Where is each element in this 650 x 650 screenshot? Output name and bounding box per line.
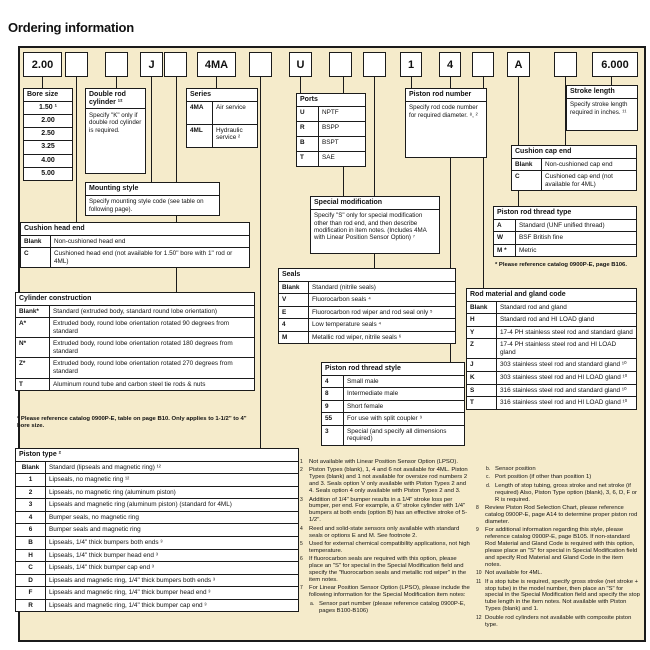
cell-code: 9 bbox=[322, 401, 344, 413]
table-row bbox=[16, 486, 298, 499]
table-title: Piston rod thread type bbox=[494, 207, 636, 220]
table-row bbox=[16, 599, 298, 612]
table-row bbox=[279, 331, 455, 344]
table-row bbox=[16, 498, 298, 511]
table-row bbox=[322, 376, 464, 388]
table-title: Seals bbox=[279, 269, 455, 282]
code-box-bore: 2.00 bbox=[23, 52, 62, 77]
cell-desc: Intermediate male bbox=[347, 390, 399, 398]
cell-desc: Small male bbox=[347, 377, 379, 385]
connector-line bbox=[216, 77, 217, 88]
table-row bbox=[16, 317, 254, 337]
table-title: Special modification bbox=[311, 197, 439, 210]
cell-code: Blank bbox=[279, 282, 309, 294]
cell-desc: Cushioned head end (not available for 1.50" bore with 1" rod or 4ML) bbox=[54, 250, 233, 265]
mounting-style-table bbox=[85, 182, 220, 216]
cell-code: 3 bbox=[16, 499, 46, 511]
cell-desc: Fluorocarbon rod wiper and rod seal only ⁵ bbox=[312, 308, 433, 316]
connector-line bbox=[611, 77, 612, 85]
cell-desc: Standard rod and HI LOAD gland bbox=[500, 316, 595, 324]
connector-line bbox=[76, 77, 77, 222]
table-body bbox=[494, 220, 636, 257]
cell-code: 55 bbox=[322, 413, 344, 425]
code-box-ports: U bbox=[289, 52, 312, 77]
cell-code: C bbox=[21, 248, 51, 267]
footnote-item: 1 Not available with Linear Position Sensor Option (LPSO). bbox=[300, 459, 458, 465]
cell-code: Y bbox=[467, 327, 497, 339]
cell-desc: 1.50 ¹ bbox=[39, 103, 57, 111]
table-row bbox=[16, 586, 298, 599]
table-text: Specify mounting style code (see table on following page). bbox=[89, 198, 204, 213]
table-row bbox=[16, 306, 254, 318]
cell-code: U bbox=[297, 107, 319, 121]
connector-line bbox=[116, 77, 117, 88]
cell-desc: BSPT bbox=[322, 138, 339, 146]
cell-desc: Non-cushioned head end bbox=[54, 237, 126, 245]
cell-code: 4ML bbox=[187, 125, 213, 147]
table-body bbox=[16, 462, 298, 612]
table-row bbox=[279, 293, 455, 306]
cell-desc: 303 stainless steel rod and standard gland ¹⁰ bbox=[500, 361, 627, 369]
cell-desc: 17-4 PH stainless steel rod and HI LOAD gland bbox=[500, 341, 617, 356]
cell-code: T bbox=[297, 152, 319, 166]
table-body bbox=[16, 306, 254, 390]
cell-desc: Standard (lipseals and magnetic ring) ¹² bbox=[49, 463, 161, 471]
footnote-item: 11 If a stop tube is required, specify gross stroke (net stroke + stop tube) in the model number, then place an "S" for special in the Special Modification field and specify the stop tube length in the item notes. Not available with Piston Types (blank) and 1. bbox=[476, 578, 640, 613]
table-row bbox=[24, 102, 72, 114]
cell-code: Blank bbox=[512, 159, 542, 171]
cell-code: C bbox=[16, 562, 46, 574]
cell-code: B bbox=[16, 537, 46, 549]
code-box-rod-number: 1 bbox=[400, 52, 422, 77]
table-row bbox=[322, 387, 464, 400]
cell-code: 4 bbox=[16, 512, 46, 524]
cell-desc: Extruded body, round lobe orientation rotated 270 degrees from standard bbox=[53, 360, 233, 375]
table-title: Stroke length bbox=[567, 86, 637, 99]
table-title: Double rod cylinder ¹² bbox=[86, 89, 145, 109]
table-title: Rod material and gland code bbox=[467, 289, 636, 302]
cell-desc: Fluorocarbon seals ⁴ bbox=[312, 296, 371, 304]
table-text: Specify rod code number for required diameter. ⁸, ² bbox=[409, 104, 478, 119]
footnote-item: 3 Addition of 1/4" bumper results in a 1/4" stroke loss per bumper, per end. For example, a 6" stroke cylinder with 1/4" bumpers at both ends (option B) has an effective stroke of 5-1/2". bbox=[300, 496, 468, 524]
table-row bbox=[467, 384, 636, 397]
cell-desc: Lipseals and magnetic ring (aluminum piston) (standard for 4ML) bbox=[49, 501, 232, 509]
connector-line bbox=[260, 77, 261, 448]
code-box-thread-style: 4 bbox=[439, 52, 461, 77]
table-row bbox=[467, 326, 636, 339]
cell-code: 4 bbox=[279, 319, 309, 331]
table-row bbox=[297, 107, 365, 121]
cell-desc: 316 stainless steel rod and standard gland ¹⁰ bbox=[500, 386, 627, 394]
cell-desc: Lipseals and magnetic ring, 1/4" thick bumpers both ends ³ bbox=[49, 576, 216, 584]
cell-code: V bbox=[279, 294, 309, 306]
cell-desc: Aluminum round tube and carbon steel tie rods & nuts bbox=[53, 380, 206, 388]
cell-code: R bbox=[16, 600, 46, 612]
cell-code: Blank bbox=[21, 236, 51, 248]
cell-code: T bbox=[467, 397, 497, 409]
table-title: Cylinder construction bbox=[16, 293, 254, 306]
footnote-item: d. Length of stop tubing, gross stroke and net stroke (if required) Also, Piston Type option (blank), 3, 6, D, F or R is required. bbox=[486, 482, 637, 503]
table-body bbox=[21, 236, 249, 268]
cell-desc: Short female bbox=[347, 402, 384, 410]
rod-material-gland-table bbox=[466, 288, 637, 410]
cell-code: S bbox=[467, 385, 497, 397]
table-row bbox=[21, 247, 249, 267]
table-text: Specify "K" only if double rod cylinder is required. bbox=[89, 111, 142, 134]
connector-line bbox=[42, 77, 43, 88]
code-box-seals bbox=[363, 52, 386, 77]
cell-code: 8 bbox=[322, 388, 344, 400]
table-row bbox=[494, 244, 636, 257]
special-modification-table bbox=[310, 196, 440, 254]
cell-desc: 316 stainless steel rod and HI LOAD gland ¹⁰ bbox=[500, 399, 628, 407]
table-row bbox=[24, 140, 72, 153]
cell-code: 6 bbox=[16, 524, 46, 536]
footnote-item: 8 Review Piston Rod Selection Chart, please reference catalog 0900P-E, page A14 to determine proper piston rod diameter. bbox=[476, 505, 638, 525]
table-row bbox=[467, 338, 636, 358]
table-title: Series bbox=[187, 89, 257, 102]
cell-code: H bbox=[16, 550, 46, 562]
cell-desc: Extruded body, round lobe orientation rotated 90 degrees from standard bbox=[53, 320, 230, 335]
cell-desc: Bumper seals and magnetic ring bbox=[49, 526, 141, 534]
thread-type-footnote: * Please reference catalog 0900P-E, page B106. bbox=[495, 262, 627, 268]
footnote-item: 4 Reed and solid-state sensors only available with standard seals or options E and M. See footnote 2. bbox=[300, 525, 460, 539]
cushion-cap-end-table bbox=[511, 145, 637, 191]
table-row bbox=[279, 282, 455, 294]
table-body bbox=[279, 282, 455, 344]
table-row bbox=[322, 425, 464, 445]
cell-code: W bbox=[494, 232, 516, 244]
cell-desc: Metallic rod wiper, nitrile seals ⁶ bbox=[312, 333, 402, 341]
cell-desc: 5.00 bbox=[41, 169, 55, 177]
cell-desc: Standard (nitrile seals) bbox=[312, 283, 376, 291]
table-row bbox=[322, 400, 464, 413]
table-row bbox=[279, 306, 455, 319]
cell-code: D bbox=[16, 575, 46, 587]
double-rod-table bbox=[85, 88, 146, 174]
cell-code: 4 bbox=[322, 376, 344, 388]
cell-code: Blank bbox=[467, 302, 497, 314]
code-box-thread-type: A bbox=[507, 52, 530, 77]
table-row bbox=[512, 170, 636, 190]
code-box-stroke: 6.000 bbox=[592, 52, 638, 77]
code-box-construction bbox=[164, 52, 187, 77]
table-row bbox=[467, 302, 636, 314]
cylinder-construction-footnote: * Please reference catalog 0900P-E, table on page B10. Only applies to 1-1/2" to 4" bore size. bbox=[17, 416, 247, 430]
cell-code: R bbox=[297, 122, 319, 136]
code-box-piston-type bbox=[249, 52, 272, 77]
table-row bbox=[297, 151, 365, 166]
cell-desc: Lipseals, 1/4" thick bumper head end ³ bbox=[49, 551, 158, 559]
cell-code: 1 bbox=[16, 474, 46, 486]
stroke-length-table bbox=[566, 85, 638, 131]
table-body bbox=[297, 107, 365, 166]
table-body bbox=[467, 302, 636, 409]
cell-desc: Lipseals and magnetic ring, 1/4" thick bumper head end ³ bbox=[49, 589, 211, 597]
cell-desc: Air service bbox=[216, 103, 246, 111]
footnote-item: a. Sensor part number (please reference catalog 0900P-E, pages B100-B106) bbox=[310, 600, 466, 614]
cell-code: J bbox=[467, 359, 497, 371]
table-row bbox=[512, 159, 636, 171]
cell-code: E bbox=[279, 307, 309, 319]
cell-desc: Lipseals, no magnetic ring ¹² bbox=[49, 476, 130, 484]
footnote-item: 12 Double rod cylinders not available with composite piston type. bbox=[476, 614, 632, 628]
table-title: Mounting style bbox=[86, 183, 219, 196]
cell-desc: 4.00 bbox=[41, 156, 55, 164]
table-title: Piston rod number bbox=[406, 89, 486, 102]
table-text: Specify "S" only for special modification other than rod end, and then describe modification in item notes. (Includes 4MA with Linear Position Sensor Option) ⁷ bbox=[314, 212, 427, 242]
cell-desc: Low temperature seals ⁴ bbox=[312, 321, 382, 329]
cell-code: A* bbox=[16, 318, 50, 337]
piston-rod-thread-type-table bbox=[493, 206, 637, 257]
table-row bbox=[21, 236, 249, 248]
table-row bbox=[187, 102, 257, 124]
code-box-double-rod bbox=[65, 52, 88, 77]
cell-code: Blank* bbox=[16, 306, 50, 318]
cell-desc: Lipseals, no magnetic ring (aluminum piston) bbox=[49, 488, 176, 496]
table-row bbox=[467, 358, 636, 371]
footnote-item: 5 Used for external chemical compatibility applications, not high temperature. bbox=[300, 540, 470, 554]
table-title: Piston type ² bbox=[16, 449, 298, 462]
bore-size-table bbox=[23, 88, 73, 181]
footnote-item: 2 Piston Types (blank), 1, 4 and 6 not available for 4ML. Piston Types (blank) and 1 not available for oversize rod numbers 2 and 3. Seals option V only available with Piston Types 2 and 4. Seals option 4 only available with Piston Types 2 and 3. bbox=[300, 467, 468, 495]
cell-desc: Standard (UNF unified thread) bbox=[519, 221, 605, 229]
cell-desc: For use with split coupler ⁹ bbox=[347, 415, 423, 423]
table-row bbox=[16, 357, 254, 377]
table-title: Ports bbox=[297, 94, 365, 107]
cell-desc: BSPP bbox=[322, 123, 340, 131]
cell-desc: BSF British fine bbox=[519, 234, 564, 242]
series-table bbox=[186, 88, 258, 148]
cell-desc: Hydraulic service ² bbox=[216, 126, 243, 142]
table-title: Cushion head end bbox=[21, 223, 249, 236]
table-row bbox=[24, 114, 72, 127]
footnotes-left bbox=[300, 459, 472, 616]
code-box-cushion-head bbox=[105, 52, 128, 77]
cell-code: 4MA bbox=[187, 102, 213, 124]
cell-desc: Non-cushioned cap end bbox=[545, 160, 613, 168]
table-title: Piston rod thread style bbox=[322, 363, 464, 376]
cell-code: H bbox=[467, 314, 497, 326]
cylinder-construction-table bbox=[15, 292, 255, 391]
cell-desc: Lipseals and magnetic ring, 1/4" thick bumper cap end ³ bbox=[49, 601, 207, 609]
seals-table bbox=[278, 268, 456, 344]
table-row bbox=[16, 378, 254, 391]
cell-code: Blank bbox=[16, 462, 46, 474]
cell-desc: Lipseals, 1/4" thick bumpers both ends ³ bbox=[49, 538, 163, 546]
cell-desc: 3.25 bbox=[41, 143, 55, 151]
cell-code: K bbox=[467, 372, 497, 384]
cell-desc: 2.50 bbox=[41, 130, 55, 138]
table-title: Bore size bbox=[24, 89, 72, 102]
table-row bbox=[297, 121, 365, 136]
footnote-item: 10 Not available for 4ML. bbox=[476, 570, 543, 577]
table-row bbox=[24, 167, 72, 180]
code-box-series: 4MA bbox=[197, 52, 236, 77]
table-row bbox=[467, 396, 636, 409]
table-body bbox=[512, 159, 636, 191]
cell-desc: 17-4 PH stainless steel rod and standard gland bbox=[500, 328, 633, 336]
code-box-cushion-cap bbox=[554, 52, 577, 77]
code-box-rod-material bbox=[472, 52, 494, 77]
piston-rod-thread-style-table bbox=[321, 362, 465, 446]
code-box-special-mod bbox=[329, 52, 352, 77]
footnote-item: b. Sensor position bbox=[486, 466, 536, 472]
cell-desc: Lipseals, 1/4" thick bumper cap end ³ bbox=[49, 564, 154, 572]
cell-code: Z bbox=[467, 339, 497, 358]
cell-desc: 2.00 bbox=[41, 116, 55, 124]
cell-desc: Special (and specify all dimensions required) bbox=[347, 427, 447, 443]
table-row bbox=[187, 124, 257, 147]
table-title: Cushion cap end bbox=[512, 146, 636, 159]
cell-code: B bbox=[297, 137, 319, 151]
table-row bbox=[16, 337, 254, 357]
cell-code: M bbox=[279, 332, 309, 344]
cushion-head-end-table bbox=[20, 222, 250, 268]
table-row bbox=[16, 462, 298, 474]
cell-code: 3 bbox=[322, 426, 344, 445]
cell-code: M * bbox=[494, 245, 516, 257]
table-row bbox=[16, 574, 298, 587]
cell-code: N* bbox=[16, 338, 50, 357]
table-row bbox=[467, 371, 636, 384]
page-title: Ordering information bbox=[8, 20, 135, 35]
footnote-item: c. Port position (if other than position 1) bbox=[486, 474, 592, 481]
piston-type-table bbox=[15, 448, 299, 612]
footnote-item: 6 If fluorocarbon seals are required with this option, please place an "S" for special in the Special Modification field and specify the "fluorocarbon seals and metallic rod wiper" in the item notes. bbox=[300, 556, 467, 583]
cell-desc: 303 stainless steel rod and HI LOAD gland ¹⁰ bbox=[500, 373, 628, 381]
cell-desc: Metric bbox=[519, 246, 537, 254]
connector-line bbox=[151, 77, 152, 182]
cell-desc: SAE bbox=[322, 153, 335, 161]
cell-code: A bbox=[494, 220, 516, 232]
table-text: Specify stroke length required in inches. ¹¹ bbox=[570, 101, 628, 116]
table-body bbox=[187, 102, 257, 147]
table-row bbox=[16, 561, 298, 574]
connector-line bbox=[300, 77, 301, 93]
footnote-item: 7 For Linear Position Sensor Option (LPSO), please include the following information for the Special Modification item notes: bbox=[300, 585, 470, 599]
cell-desc: Cushioned cap end (not available for 4ML) bbox=[545, 173, 613, 188]
connector-line bbox=[411, 77, 412, 88]
cell-code: T bbox=[16, 379, 50, 391]
table-row bbox=[467, 313, 636, 326]
cell-code: F bbox=[16, 587, 46, 599]
table-row bbox=[24, 127, 72, 140]
cell-desc: Standard rod and gland bbox=[500, 303, 567, 311]
table-row bbox=[16, 523, 298, 536]
piston-rod-number-table bbox=[405, 88, 487, 158]
table-row bbox=[297, 136, 365, 151]
table-row bbox=[24, 154, 72, 167]
cell-code: 2 bbox=[16, 487, 46, 499]
table-row bbox=[279, 318, 455, 331]
table-body bbox=[322, 376, 464, 445]
table-row bbox=[16, 536, 298, 549]
cell-desc: Extruded body, round lobe orientation rotated 180 degrees from standard bbox=[53, 340, 233, 355]
footnotes-right bbox=[476, 466, 640, 630]
table-row bbox=[16, 511, 298, 524]
table-row bbox=[16, 473, 298, 486]
cell-code: C bbox=[512, 171, 542, 190]
table-row bbox=[494, 231, 636, 244]
cell-desc: Standard (extruded body, standard round lobe orientation) bbox=[53, 307, 218, 315]
table-body bbox=[24, 102, 72, 181]
footnote-item: 9 For additional information regarding this style, please reference catalog 0900P-E, page B105. If non-standard Rod Material and Gland Code is required with this option, please place an "S" for special in Special Modification field and specify Rod Material and Gland Code in the item notes. bbox=[476, 527, 638, 568]
cell-code: Z* bbox=[16, 358, 50, 377]
cell-desc: NPTF bbox=[322, 108, 339, 116]
ports-table bbox=[296, 93, 366, 167]
cell-desc: Bumper seals, no magnetic ring bbox=[49, 513, 139, 521]
code-box-mounting: J bbox=[140, 52, 163, 77]
table-row bbox=[322, 412, 464, 425]
table-row bbox=[494, 220, 636, 232]
table-row bbox=[16, 549, 298, 562]
